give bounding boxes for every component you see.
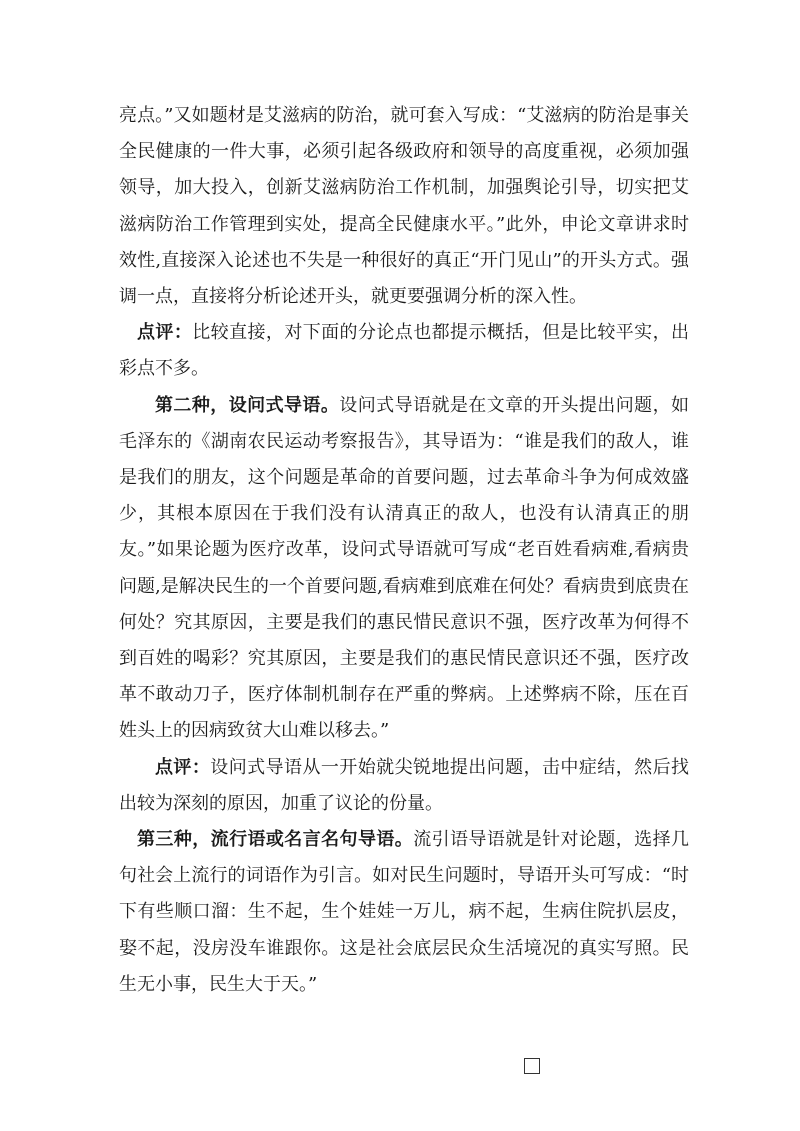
checkbox-square[interactable]: [524, 1058, 540, 1074]
paragraph-2-text: 比较直接，对下面的分论点也都提示概括，但是比较平实，出彩点不多。: [119, 322, 690, 380]
paragraph-4-comment: [119, 750, 689, 822]
paragraph-5-text: 流引语导语就是针对论题，选择几句社会上流行的词语作为引言。如对民生问题时，导语开头可写成：“时下有些顺口溜：生不起，生个娃娃一万儿，病不起，生病住院扒层皮，娶不起，没房没车谁跟你。这是社会底层民众生活境况的真实写照。民生无小事，民生大于天。”: [119, 829, 690, 995]
paragraph-1-text: 亮点。”又如题材是艾滋病的防治，就可套入写成：“艾滋病的防治是事关全民健康的一件大事，必须引起各级政府和领导的高度重视，必须加强领导，加大投入，创新艾滋病防治工作机制，加强舆论引导，切实把艾滋病防治工作管理到实处，提高全民健康水平。”此外，申论文章讲求时效性,直接深入论述也不失是一种很好的真正“开门见山”的开头方式。强调一点，直接将分析论述开头，就更要强调分析的深入性。: [119, 105, 689, 308]
paragraph-1: [119, 98, 689, 315]
paragraph-3-text: 设问式导语就是在文章的开头提出问题，如毛泽东的《湖南农民运动考察报告》，其导语为：“谁是我们的敌人，谁是我们的朋友，这个问题是革命的首要问题，过去革命斗争为何成效盛少，其根本原因在于我们没有认清真正的敌人，也没有认清真正的朋友。”如果论题为医疗改革，设问式导语就可写成“老百姓看病难,看病贵问题,是解决民生的一个首要问题,看病难到底难在何处？看病贵到底贵在何处？究其原因，主要是我们的惠民惜民意识不强，医疗改革为何得不到百姓的喝彩？究其原因，主要是我们的惠民情民意识还不强，医疗改革不敢动刀子，医疗体制机制存在严重的弊病。上述弊病不除，压在百姓头上的因病致贫大山难以移去。”: [119, 394, 690, 742]
comment-label: 点评：: [155, 756, 211, 778]
paragraph-3-method-two: [119, 388, 689, 750]
method-three-heading: 第三种，流行语或名言名句导语。: [137, 829, 414, 851]
paragraph-4-text: 设问式导语从一开始就尖锐地提出问题，击中症结，然后找出较为深刻的原因，加重了议论的份量。: [119, 756, 690, 814]
method-two-heading: 第二种，设问式导语。: [155, 394, 340, 416]
comment-label: 点评：: [137, 322, 193, 344]
paragraph-2-comment: [119, 315, 689, 387]
document-body: [119, 98, 689, 1003]
paragraph-5-method-three: [119, 822, 689, 1003]
